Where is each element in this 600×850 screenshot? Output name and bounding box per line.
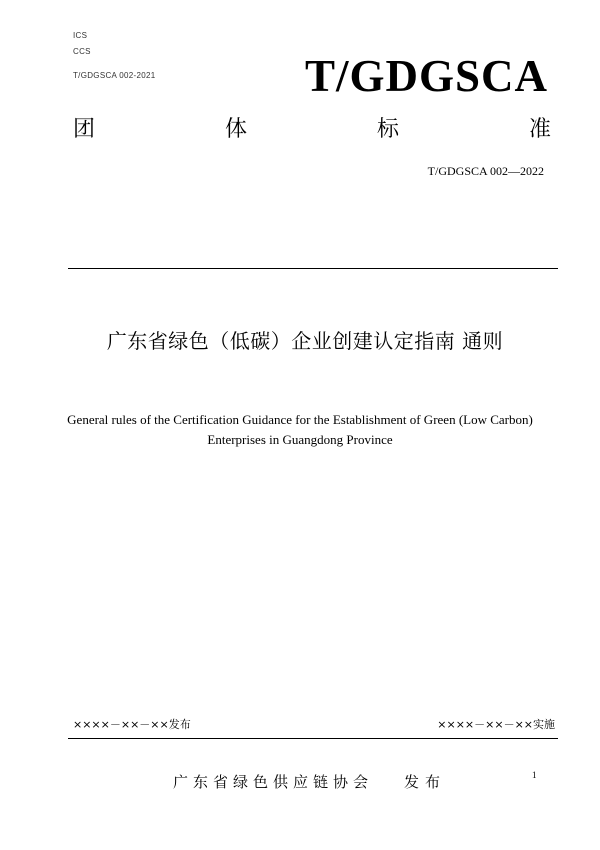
- ics-label: ICS: [73, 31, 88, 40]
- publisher-name: 广东省绿色供应链协会: [173, 773, 374, 791]
- prior-standard-code: T/GDGSCA 002-2021: [73, 71, 156, 80]
- document-title-en: General rules of the Certification Guidance for the Establishment of Green (Low Carbon) Enterprises in Guangdong Province: [67, 412, 533, 447]
- standard-type: [73, 116, 551, 144]
- standard-type-char: 体: [224, 117, 247, 142]
- implementation-date: ××××－××－××实施: [437, 718, 555, 731]
- page-number: 1: [532, 770, 537, 780]
- header-divider: [68, 268, 558, 269]
- standard-number: T/GDGSCA 002—2022: [427, 164, 544, 178]
- standard-type-char: 团: [73, 117, 96, 142]
- document-title-cn: 广东省绿色（低碳）企业创建认定指南 通则: [106, 329, 504, 353]
- publish-label: 发布: [404, 773, 447, 791]
- footer-divider: [68, 738, 558, 739]
- ccs-label: CCS: [73, 47, 91, 56]
- standard-type-char: 标: [376, 117, 399, 142]
- organization-logo: T/GDGSCA: [304, 51, 548, 101]
- release-date: ××××－××－××发布: [73, 718, 191, 731]
- standard-type-char: 准: [528, 117, 551, 142]
